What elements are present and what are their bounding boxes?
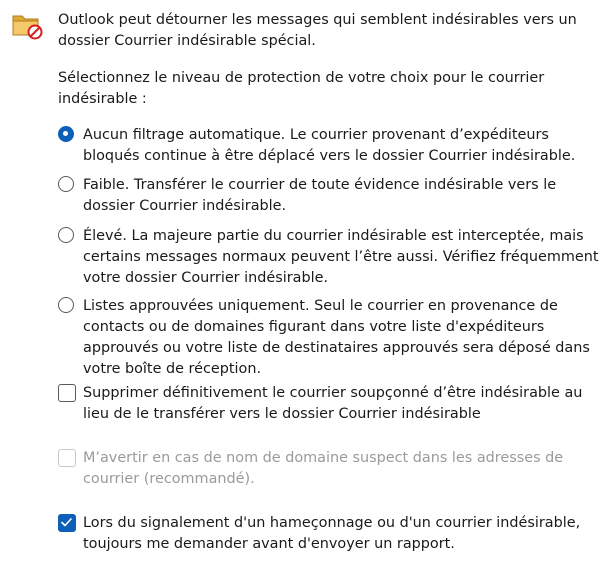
radio-option-label: Aucun filtrage automatique. Le courrier provenant d’expéditeurs bloqués continue à être déplacé vers le dossier Courrier indésirable. — [83, 127, 576, 164]
checkbox-option-suspicious-domain — [58, 448, 603, 490]
radio-button[interactable] — [58, 227, 74, 243]
radio-option-label: Faible. Transférer le courrier de toute évidence indésirable vers le dossier Courrier indésirable. — [83, 177, 557, 214]
checkbox-disabled — [58, 449, 76, 467]
radio-button[interactable] — [58, 297, 74, 313]
radio-button[interactable] — [58, 176, 74, 192]
radio-option-low[interactable] — [58, 175, 603, 217]
checkbox-checked[interactable] — [58, 514, 76, 532]
checkbox-option-report-prompt[interactable] — [58, 513, 603, 555]
radio-option-label: Listes approuvées uniquement. Seul le courrier en provenance de contacts ou de domaines figurant dans votre liste d'expéditeurs approuvés ou votre liste de destinataires approuvés sera déposé dans votre boîte de réception. — [83, 298, 590, 377]
checkmark-icon — [61, 518, 72, 527]
checkbox-label: M’avertir en cas de nom de domaine suspect dans les adresses de courrier (recommandé). — [83, 450, 564, 487]
radio-option-label: Élevé. La majeure partie du courrier indésirable est interceptée, mais certains messages normaux peuvent l’être aussi. Vérifiez fréquemment votre dossier Courrier indésirable. — [83, 228, 599, 286]
radio-button-selected[interactable] — [58, 126, 74, 142]
checkbox[interactable] — [58, 384, 76, 402]
checkbox-label: Supprimer définitivement le courrier soupçonné d’être indésirable au lieu de le transférer vers le dossier Courrier indésirable — [83, 385, 583, 422]
intro-text: Outlook peut détourner les messages qui semblent indésirables vers un dossier Courrier indésirable spécial. — [58, 12, 577, 49]
checkbox-label: Lors du signalement d'un hameçonnage ou d'un courrier indésirable, toujours me demander avant d'envoyer un rapport. — [83, 515, 581, 552]
junk-mail-folder-icon — [12, 12, 44, 40]
radio-option-high[interactable] — [58, 226, 603, 289]
radio-option-no-filtering[interactable] — [58, 125, 603, 167]
radio-option-safe-lists-only[interactable] — [58, 296, 603, 380]
protection-level-prompt: Sélectionnez le niveau de protection de votre choix pour le courrier indésirable : — [58, 70, 545, 107]
checkbox-option-permanent-delete[interactable] — [58, 383, 603, 425]
